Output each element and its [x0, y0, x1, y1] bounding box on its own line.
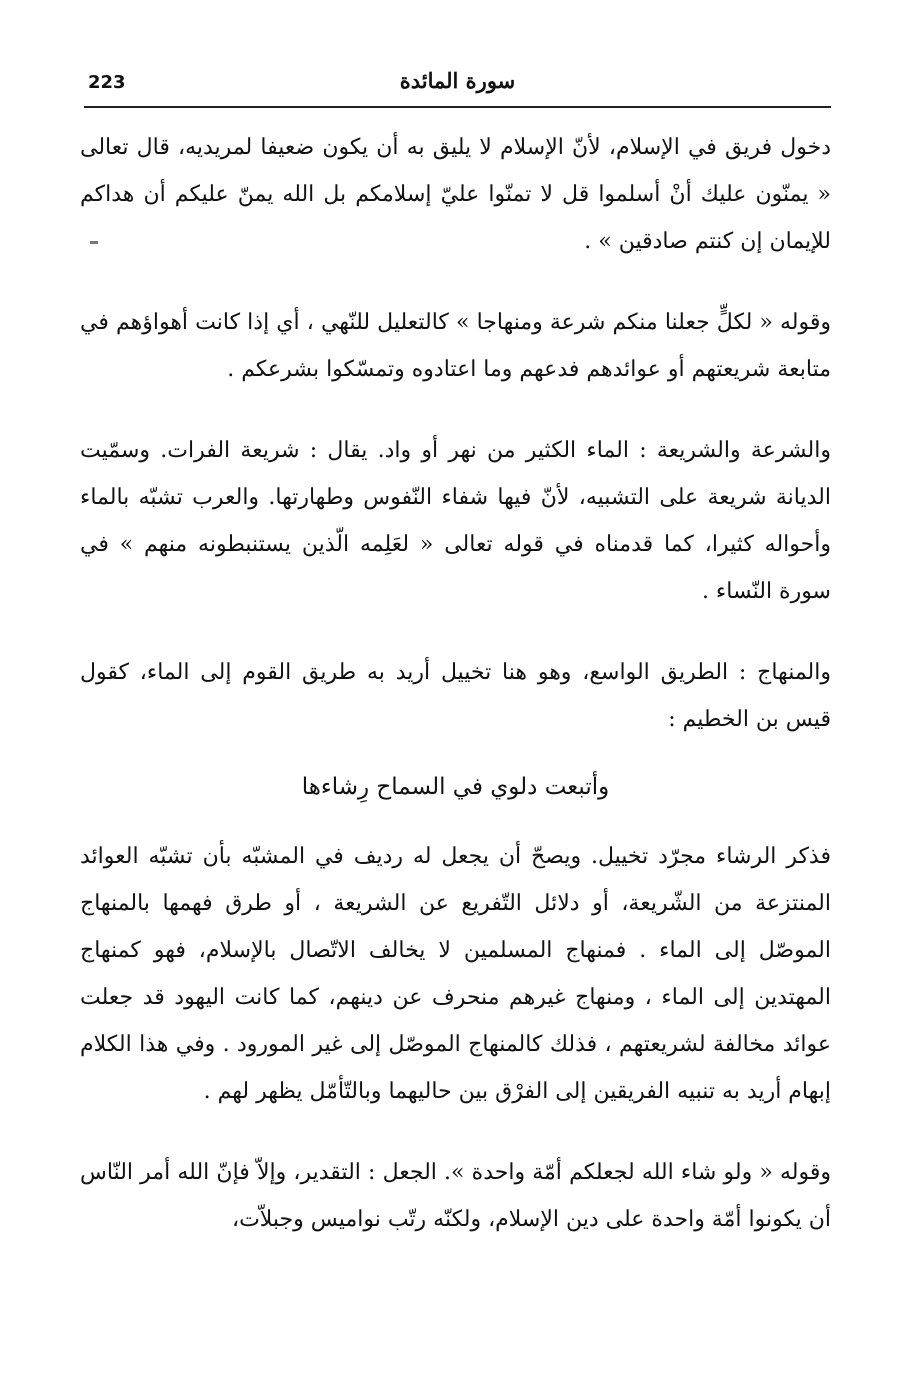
poetry-verse: وأتبعت دلوي في السماح رِشاءها [301, 774, 610, 800]
running-title: سورة المائدة [399, 68, 516, 93]
paragraph-3: والشرعة والشريعة : الماء الكثير من نهر أو واد. يقال : شريعة الفرات. وسمّيت الديانة شريعة على التشبيه، لأنّ فيها شفاء النّفوس وطهارتها. والعرب تشبّه بالماء وأحواله كثيرا، كما قدمناه في قوله تعالى « لعَلِمه الّذين يستنبطونه منهم » في سورة النّساء . [80, 438, 831, 604]
page-header [84, 66, 831, 108]
page-number: 223 [88, 72, 126, 93]
paragraph-1: دخول فريق في الإسلام، لأنّ الإسلام لا يليق به أن يكون ضعيفا لمريديه، قال تعالى « يمنّون عليك أنْ أسلموا قل لا تمنّوا عليّ إسلامكم بل الله يمنّ عليكم أن هداكم للإيمان إن كنتم صادقين » . [80, 135, 831, 254]
paragraph-4: والمنهاج : الطريق الواسع، وهو هنا تخييل أريد به طريق القوم إلى الماء، كقول قيس بن الخطيم : [80, 660, 831, 732]
paragraph-6: وقوله « ولو شاء الله لجعلكم أمّة واحدة ». الجعل : التقدير، وإلاّ فإنّ الله أمر النّاس أن يكونوا أمّة واحدة على دين الإسلام، ولكنّه رتّب نواميس وجبلاّت، [80, 1160, 831, 1232]
paragraph-5: فذكر الرشاء مجرّد تخييل. ويصحّ أن يجعل له رديف في المشبّه بأن تشبّه العوائد المنتزعة من الشّريعة، أو دلائل التّفريع عن الشريعة ، أو طرق فهمها بالمنهاج الموصّل إلى الماء . فمنهاج المسلمين لا يخالف الاتّصال بالإسلام، فهو كمنهاج المهتدين إلى الماء ، ومنهاج غيرهم منحرف عن دينهم، كما كانت اليهود قد جعلت عوائد مخالفة لشريعتهم ، فذلك كالمنهاج الموصّل إلى غير المورود . وفي هذا الكلام إبهام أريد به تنبيه الفريقين إلى الفرْق بين حاليهما وبالتّأمّل يظهر لهم . [80, 844, 831, 1104]
body-text [80, 124, 831, 1243]
paragraph-2: وقوله « لكلٍّ جعلنا منكم شرعة ومنهاجا » كالتعليل للنّهي ، أي إذا كانت أهواؤهم في متابعة شريعتهم أو عوائدهم فدعهم وما اعتادوه وتمسّكوا بشرعكم . [80, 310, 831, 382]
